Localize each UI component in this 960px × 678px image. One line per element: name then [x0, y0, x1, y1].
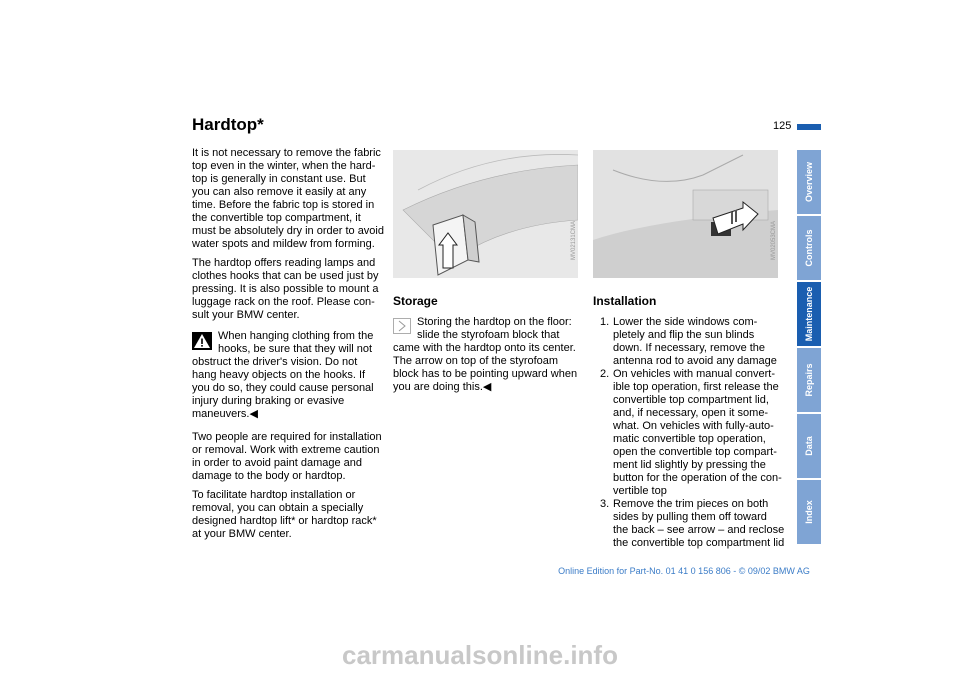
storage-note: Storing the hardtop on the floor: slide the styrofoam block that came with the hardtop onto its center. The arrow on top of the styrofoam block has to be pointing upward when you are doing this.◀ [393, 316, 578, 393]
figure-1-code: MV02131CMA [571, 220, 577, 260]
hardtop-styrofoam-illustration [393, 150, 578, 278]
page-title: Hardtop* [192, 115, 264, 134]
installation-section [593, 295, 785, 550]
intro-column [192, 147, 384, 547]
trim-piece-illustration [593, 150, 778, 278]
tab-maintenance[interactable]: Maintenance [797, 282, 821, 346]
list-item: 2. On vehicles with manual convert-ible top operation, first release the convertible top compartment lid, and, if necessary, open it some-what. On vehicles with fully-auto-matic convertible top operation, open the convertible top compart-ment lid slightly by pressing the button for the operation of the con-vertible top [600, 368, 782, 497]
intro-paragraph-2: The hardtop offers reading lamps and clothes hooks that can be used just by pressing. It is also possible to mount a luggage rack on the roof. Please con-sult your BMW center. [192, 257, 379, 321]
page-number: 125 [773, 120, 792, 132]
figure-2-code: MV02053CMA [771, 220, 777, 260]
tab-repairs[interactable]: Repairs [797, 348, 821, 412]
watermark: carmanualsonline.info [342, 640, 618, 670]
installation-steps [593, 316, 785, 550]
storage-heading: Storage [393, 294, 438, 308]
page-number-bar [797, 124, 821, 130]
warning-block [192, 330, 384, 421]
note-arrow-icon [393, 318, 411, 334]
tab-overview[interactable]: Overview [797, 150, 821, 214]
footer [0, 566, 960, 576]
footer-text: Online Edition for Part-No. 01 41 0 156 806 - © 09/02 BMW AG [558, 566, 810, 576]
hardtop-storage-figure [393, 150, 578, 278]
installation-heading: Installation [593, 294, 657, 308]
warning-text: When hanging clothing from the hooks, be sure that they will not obstruct the driver's vision. Do not hang heavy objects on the hooks. If you do so, they could cause personal injury during braking or evasive maneuvers.◀ [192, 330, 374, 420]
tab-controls[interactable]: Controls [797, 216, 821, 280]
list-item: 3. Remove the trim pieces on both sides by pulling them off toward the back – see arrow – and reclose the convertible top compartment lid [600, 498, 785, 549]
intro-paragraph-3: Two people are required for installation or removal. Work with extreme caution in order to avoid paint damage and damage to the body or hardtop. [192, 431, 382, 482]
storage-section [393, 295, 585, 400]
intro-paragraph-4: To facilitate hardtop installation or removal, you can obtain a specially designed hardtop lift* or hardtop rack* at your BMW center. [192, 489, 377, 540]
trim-removal-figure [593, 150, 778, 278]
intro-paragraph-1: It is not necessary to remove the fabric top even in the winter, when the hard-top is generally in constant use. But you can also remove it easily at any time. Before the fabric top is stored in the convertible top compartment, it must be absolutely dry in order to avoid water spots and mildew from forming. [192, 147, 384, 250]
tab-index[interactable]: Index [797, 480, 821, 544]
list-item: 1. Lower the side windows com-pletely and flip the sun blinds down. If necessary, remove the antenna rod to avoid any damage [600, 316, 777, 367]
tab-data[interactable]: Data [797, 414, 821, 478]
warning-triangle-icon [192, 332, 212, 350]
